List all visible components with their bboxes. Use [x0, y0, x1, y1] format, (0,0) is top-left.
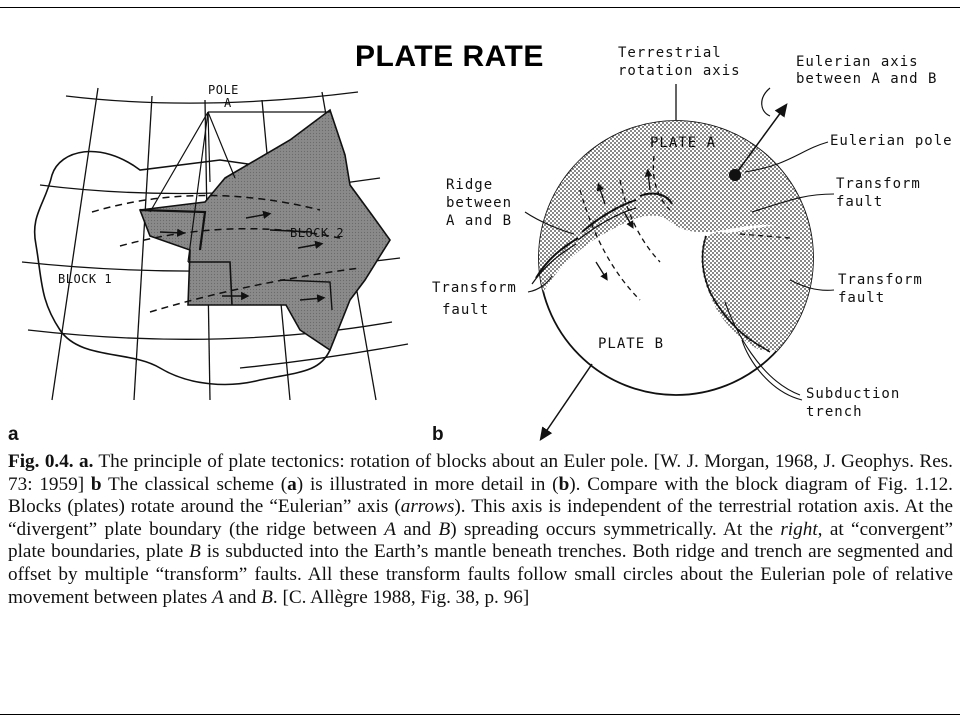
caption-text-8: , at “convergent” plate boundaries, plate: [8, 518, 953, 563]
caption-a-ref: a: [287, 473, 297, 495]
ridge-label-2: between: [446, 195, 513, 211]
eulerian-axis-label-1: Eulerian axis: [796, 54, 919, 70]
caption-b-ref: b: [558, 473, 570, 495]
transform-right2-label-1: Transform: [838, 272, 923, 288]
panel-a-diagram: [22, 88, 408, 400]
plate-b-label: PLATE B: [598, 336, 665, 352]
caption-text-4: ). Compare with the block diagram of Fig. 1.12. Blocks (plates) rotate around the “Eulerian” axis (: [8, 473, 953, 518]
caption-text-6: and: [396, 518, 439, 540]
transform-right1-label-1: Transform: [836, 176, 921, 192]
bottom-border: [0, 714, 960, 715]
block1-label: BLOCK 1: [58, 272, 113, 286]
caption-a-italic-1: A: [384, 518, 397, 540]
eulerian-pole-label: Eulerian pole: [830, 133, 953, 149]
block2-label: BLOCK 2: [290, 226, 345, 240]
ridge-label-1: Ridge: [446, 177, 494, 193]
caption-b-italic-2: B: [189, 541, 201, 563]
caption-b-italic-1: B: [438, 518, 451, 540]
figure-caption: [8, 451, 953, 609]
caption-text-5: ). This axis is independent of the terrestrial rotation axis. At the “divergent” plate boundary (the ridge between: [8, 496, 953, 540]
caption-b-italic-3: B: [261, 586, 273, 608]
caption-fig-label: Fig. 0.4. a.: [8, 451, 94, 472]
panel-b-label: b: [432, 424, 444, 445]
caption-right: right: [780, 518, 818, 540]
subduction-label-2: trench: [806, 404, 863, 420]
caption-text-10: and: [223, 586, 262, 608]
ridge-label-3: A and B: [446, 213, 513, 229]
caption-text-7: ) spreading occurs symmetrically. At the: [450, 518, 781, 540]
slide-title: PLATE RATE: [355, 40, 544, 73]
pole-label-2: A: [224, 96, 232, 110]
terrestrial-label-2: rotation axis: [618, 63, 741, 79]
plate-a-label: PLATE A: [650, 135, 717, 151]
caption-text-9: is subducted into the Earth’s mantle beneath trenches. Both ridge and trench are segmented and offset by multiple “transform” faults. All these transform faults follow small circles about the Eulerian pole of relative movement between plates: [8, 541, 954, 608]
pole-label-1: POLE: [208, 83, 239, 97]
caption-text-11: . [C. Allègre 1988, Fig. 38, p. 96]: [272, 586, 530, 608]
caption-a-italic-2: A: [212, 586, 224, 608]
transform-left-label-1: Transform: [432, 280, 517, 296]
transform-right1-label-2: fault: [836, 194, 884, 210]
panel-a-label: a: [8, 424, 19, 445]
terrestrial-label-1: Terrestrial: [618, 45, 722, 61]
caption-text-3: ) is illustrated in more detail in (: [296, 473, 559, 495]
caption-arrows: arrows: [400, 496, 455, 518]
caption-text-1: The principle of plate tectonics: rotation of blocks about an Euler pole. [W. J. Morgan, 1968, J. Geophys. Res. 73: 1959]: [8, 451, 953, 495]
caption-text-2: The classical scheme (: [101, 473, 288, 495]
transform-right2-label-2: fault: [838, 290, 886, 306]
subduction-label-1: Subduction: [806, 386, 901, 402]
caption-b-label: b: [90, 473, 102, 495]
eulerian-axis-label-2: between A and B: [796, 71, 938, 87]
transform-left-label-2: fault: [442, 302, 490, 318]
